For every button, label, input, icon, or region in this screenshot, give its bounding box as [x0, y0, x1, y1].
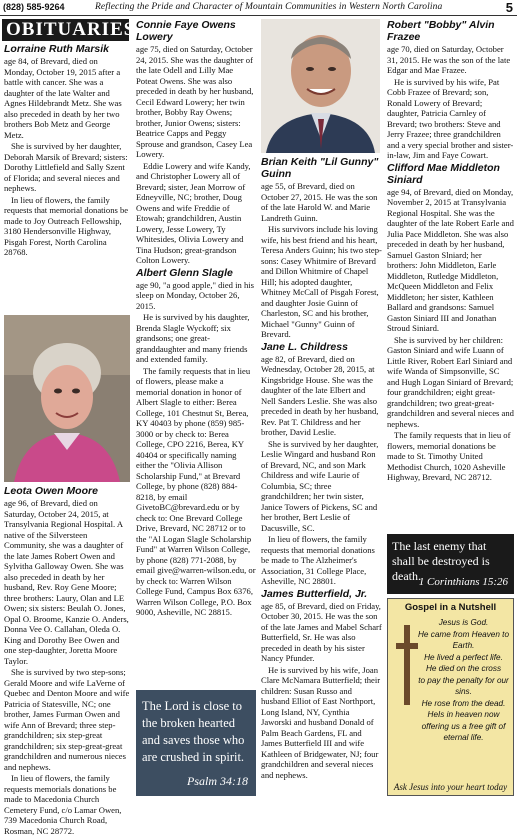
obit-paragraph: Eddie Lowery and wife Kandy, and Christopher Lowery all of Brevard; sister, Jean Morrow of Edneyville, NC; brother, Doug Owens and wife Freddie of Etowah; grandchildren, Austin Lowery, Jesse Lowery, Ty Whitesides, Olivia Lowery and Tina Hudson; great-grandson Colton Lowery.: [136, 160, 251, 265]
gospel-line: offering us a free gift of eternal life.: [421, 721, 506, 742]
obit-paragraph: age 90, "a good apple," died in his sleep on Monday, October 26, 2015.: [136, 279, 254, 311]
obit-paragraph: His survivors include his loving wife, his best friend and his heart, Teresa Anders Guinn; his two step-sons: Casey Whitmire of Brevard and Dillon Whitmire of Chapel Hill; his adopted daughter, Whitney McCall of Pisgah Forest, and daughter Josie Guinn of Charleston, SC and his brother, Michael "Gunny" Guinn of Brevard.: [261, 224, 382, 339]
obit-paragraph: The family requests that in lieu of flowers, memorial donations be made to St. Timothy United Methodist Church, 1020 Asheville Highway, Brevard, NC 28712.: [387, 430, 511, 482]
obit-paragraph: He is survived by his wife, Joan Clare McNamara Butterfield; their children: Susan Russo and husband Elliot of East Northport, Long Island, NY, Cynthia Jaworski and husband Donald of Palm Beach Gardens, FL and James Butterfield III and wife Kathleen of Bridgewater, NJ; four grandchildren and several nieces and nephews.: [261, 664, 381, 780]
gospel-line: He came from Heaven to Earth.: [418, 629, 510, 650]
obit-paragraph: age 96, of Brevard, died on Saturday, October 24, 2015, at Transylvania Regional Hospital. A native of the Silversteen Community, she was a daughter of the late James Robert Owen and Sylvitha Galloway Owen. She was also preceded in death by her husband, Rev. Roy Gene Moore; three brothers: Laury, Olan and LE Owen; six sisters: Beulah O. Jones, Opal O. Broome, Kanzie O. Anders, Donna Vee O. Callahan, Oleda O. King and Dorothy Bee Owen and one step-daughter, Joretta Moore Taylor.: [4, 498, 129, 666]
obit-paragraph: He is survived by his daughter, Brenda Slagle Wyckoff; six grandsons; one great-granddaughter and many friends and extended family.: [136, 312, 250, 364]
gospel-title: Gospel in a Nutshell: [404, 602, 497, 613]
gospel-line: He rose from the dead.: [421, 698, 506, 708]
obit-name: Connie Faye Owens Lowery: [136, 19, 236, 43]
obit-paragraph: age 70, died on Saturday, October 31, 2015. He was the son of the late Edgar and Mae Frazee.: [387, 44, 511, 75]
gospel-footer: Ask Jesus into your heart today: [393, 782, 508, 792]
gospel-line: He lived a perfect life.: [424, 652, 503, 662]
obit-paragraph: age 84, of Brevard, died on Monday, October 19, 2015 after a battle with cancer. She was a daughter of the late Walter and Agnes Hildebrandt Metz. She was also preceded in death by her two brothers Bob Metz and George Metz.: [4, 56, 122, 140]
gospel-in-a-nutshell: [387, 598, 514, 796]
gospel-line: Jesus is God.: [438, 618, 489, 627]
scripture-reference: Psalm 34:18: [187, 774, 248, 788]
photo-leota-moore: [4, 315, 130, 482]
obit-name: James Butterfield, Jr.: [261, 587, 368, 600]
page-header: [0, 0, 517, 16]
obit-paragraph: age 85, of Brevard, died on Friday, October 30, 2015. He was the son of the late James and Mabel Scharf Butterfield, Sr. He was also preceded in death by his sister Nancy Pfunder.: [261, 600, 382, 663]
obit-name: Robert "Bobby" Alvin Frazee: [387, 19, 495, 43]
scripture-text: The last enemy that shall be destroyed is death.: [392, 539, 490, 583]
obit-paragraph: In lieu of flowers, the family requests memorials donations be made to Macedonia Church Cemetery Fund, c/o Lamar Owen, 739 Macedonia Church Road, Rosman, NC 28772.: [4, 773, 122, 836]
obit-name: Clifford Mae Middleton Siniard: [387, 161, 500, 186]
obit-name: Lorraine Ruth Marsik: [4, 43, 110, 55]
obit-name: Albert Glenn Slagle: [136, 266, 233, 279]
portrait-elderly-woman: [4, 315, 130, 482]
obit-paragraph: She is survived by two step-sons; Gerald Moore and wife LaVerne of Quebec and Denton Moore and wife Patricia of Statesville, NC; one brother, James Furman Owen and wife Ann of Brevard; three step-grandchildren; six step-great grandchildren; six step-great-great grandchildren and numerous nieces and nephews.: [4, 667, 130, 772]
header-phone: (828) 585-9264: [3, 2, 65, 12]
gospel-line: to pay the penalty for our sins.: [418, 675, 509, 696]
obit-name: Brian Keith "Lil Gunny" Guinn: [261, 156, 379, 180]
obituaries-masthead: OBITUARIES: [2, 19, 129, 41]
obit-paragraph: She is survived by her daughter, Deborah Marsik of Brevard; sisters: Dorothy Littlefield and Sally Szent of Florida; and several nieces and nephews.: [4, 141, 128, 193]
portrait-man: [261, 19, 380, 153]
obit-paragraph: She is survived by her children: Gaston Siniard and wife Luann of Little River, Robert Earl Siniard and wife Wanda of Simpsonville, SC and Hugh Logan Siniard of Brevard; four grandchildren; eight great-grandchildren; two great-great-grandchildren and several nieces and nephews.: [387, 334, 514, 429]
photo-brian-guinn: [261, 19, 380, 153]
obit-paragraph: age 94, of Brevard, died on Monday, November 2, 2015 at Transylvania Regional Hospital. She was the daughter of the late Robert Earle and Julia Pace Middleton. She was also preceded in death by her husband, Samuel Gaston Slniard; her brothers: John Middleton, Earle Middleton, Rutledge Middleton, McQueen Middleton and Felix Middleton; her sister, Kathleen Ballard and grandsons: Samuel Gaston Siniard III and Jonathan Stroud Siniard.: [387, 186, 514, 333]
obit-moore: [4, 485, 130, 837]
obit-marsik: [4, 43, 130, 259]
obit-paragraph: He is survived by his wife, Pat Cobb Frazee of Brevard; son, Ronald Lowery of Brevard; daughter, Patricia Carnley of Brevard; two brothers: Steve and Jerry Frazee; three grandchildren and a very special brother and sister-in-law, Jim and Faye Cowart.: [387, 76, 514, 160]
obit-name: Jane L. Childress: [261, 340, 348, 353]
gospel-line: HeIs in heaven now: [427, 710, 500, 719]
scripture-corinthians: [387, 534, 514, 594]
cross-icon: [396, 625, 418, 705]
obit-name: Leota Owen Moore: [4, 485, 98, 497]
scripture-psalm: [136, 690, 256, 796]
page-number: 5: [505, 0, 513, 15]
header-tagline: Reflecting the Pride and Character of Mountain Communities in Western North Carolina: [95, 2, 443, 12]
obit-paragraph: The family requests that in lieu of flowers, please make a memorial donation in honor of Albert Slagle to either: Berea College, 101 Chestnut St, Berea, KY 40403 by phone (859) 985-3000 or by check to: Berea College, CPO 2216, Berea, KY 40404 or specifically naming either the "Olivia Allison Scholarship Fund," at Brevard College, by phone (828) 884-8218, by email GivetoBC@brevard.edu or by check to: One Brevard College Drive, Brevard, NC 28712 or to the "Al Logan Slagle Scholarship Fund" at Warren Wilson College, by phone (828) 771-2088, by email give@warren-wilson.edu, or by check to: Warren Wilson College Fund, Campus Box 6376, Warren Wilson College, P.O. Box 9000, Asheville, NC 28815.: [136, 365, 256, 617]
obit-paragraph: age 82, of Brevard, died on Wednesday, October 28, 2015, at Kingsbridge House. She was the daughter of the late Elbert and Nell Sanders Leslie. She was also preceded in death by her husband, Rev. Pat T. Childress and her brother, David Leslie.: [261, 353, 379, 437]
gospel-lines: [418, 617, 509, 744]
obit-lowery: [136, 19, 256, 619]
obit-paragraph: age 75, died on Saturday, October 24, 2015. She was the daughter of the late Odell and Lilly Mae Poteat Owens. She was also preceded in death by her husband, Cecil Edward Lowery; her twin brother, Bobby Ray Owens; brother, Junior Owens; sisters: Beatrice Capps and Peggy Sprouse and grandson, Casey Lea Lowery.: [136, 44, 254, 159]
obit-paragraph: In lieu of flowers, the family requests that memorial donations be made to Joy Outreach Fellowship, 3180 Hendersonville Highway, Pisgah Forest, North Carolina 28768.: [4, 194, 129, 257]
scripture-text: The Lord is close to the broken hearted and saves those who are crushed in spirit.: [142, 699, 245, 764]
obit-frazee: [387, 19, 514, 484]
scripture-reference: 1 Corinthians 15:26: [418, 576, 508, 588]
gospel-line: He died on the cross: [425, 664, 502, 673]
obit-paragraph: In lieu of flowers, the family requests that memorial donations be made to The Alzheimer's Association, 31 College Place, Asheville, NC 28801.: [261, 534, 375, 586]
obit-paragraph: She is survived by her daughter, Leslie Wingard and husband Ron of Brevard, NC, and son Mark Childress and wife Laurie of Columbia, SC; three grandchildren; her twin sister, Janice Towers of Pickens, SC and her brother, Bert Leslie of Dacusville, SC.: [261, 438, 379, 533]
obit-paragraph: age 55, of Brevard, died on October 27, 2015. He was the son of the late Harold W. and Marie Landreth Guinn.: [261, 181, 378, 223]
obit-guinn: [261, 156, 382, 781]
